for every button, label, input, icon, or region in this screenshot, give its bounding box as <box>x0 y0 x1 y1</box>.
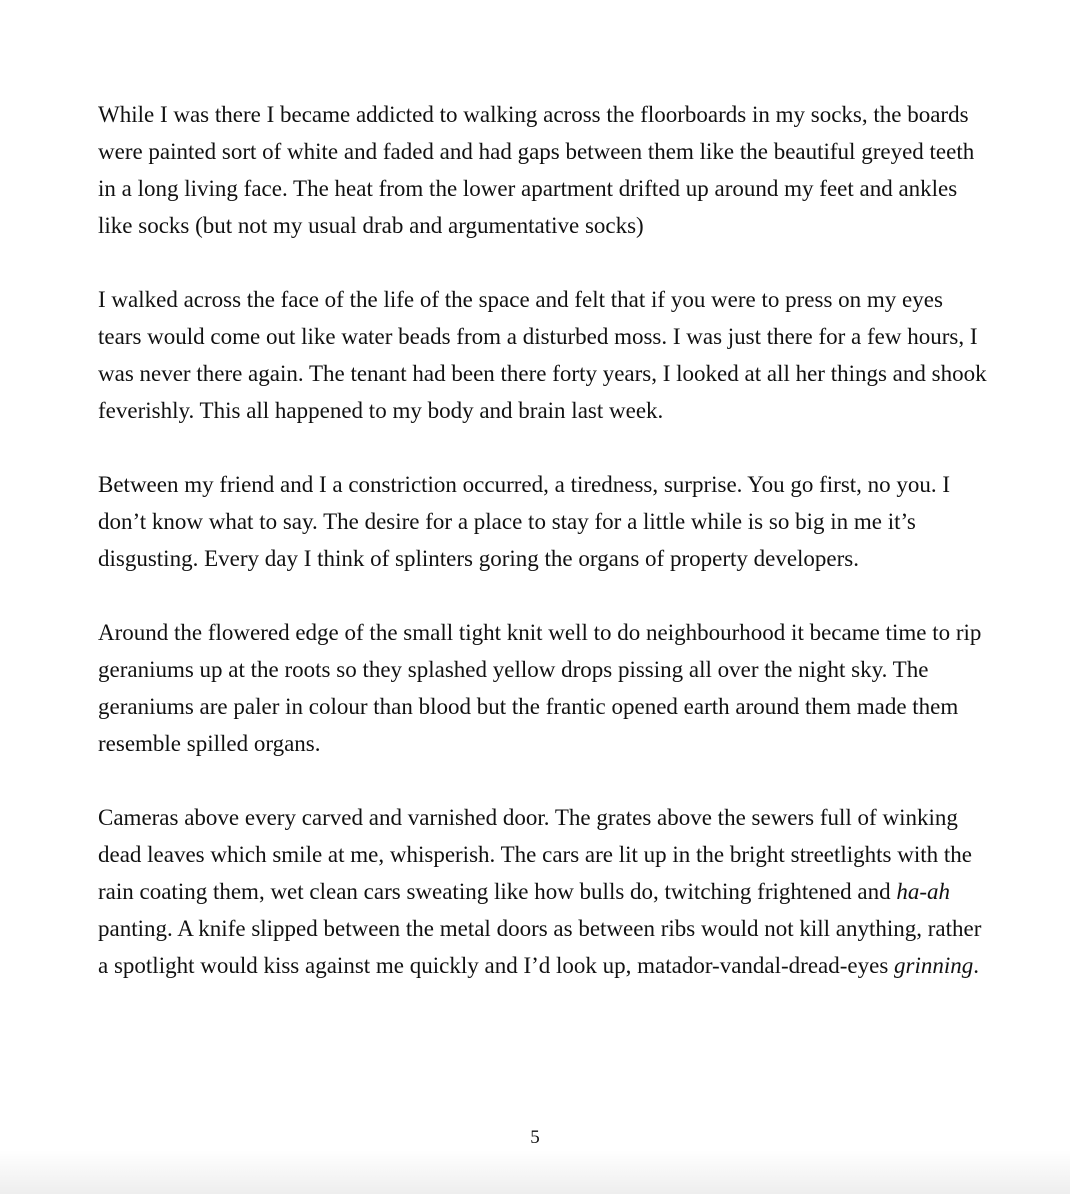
paragraph-text: . <box>973 953 980 978</box>
paragraph-text: I walked across the face of the life of the space and felt that if you were to press on my eyes tears would come out like water beads from a disturbed moss. I was just there for a few hours, I was never there again. The tenant had been there forty years, I looked at all her things and shook feverishly. This all happened to my body and brain last week. <box>98 287 987 423</box>
page-bottom-shadow <box>0 1150 1070 1194</box>
paragraph <box>98 614 988 762</box>
paragraph-text: Between my friend and I a constriction occurred, a tiredness, surprise. You go first, no you. I don’t know what to say. The desire for a place to stay for a little while is so big in me it’s disgusting. Every day I think of splinters goring the organs of property developers. <box>98 472 951 571</box>
italic-text: grinning <box>894 953 974 978</box>
paragraph <box>98 96 988 244</box>
paragraph-text: Around the flowered edge of the small tight knit well to do neighbourhood it became time to rip geraniums up at the roots so they splashed yellow drops pissing all over the night sky. The geraniums are paler in colour than blood but the frantic opened earth around them made them resemble spilled organs. <box>98 620 982 756</box>
paragraph-text: While I was there I became addicted to walking across the floorboards in my socks, the boards were painted sort of white and faded and had gaps between them like the beautiful greyed teeth in a long living face. The heat from the lower apartment drifted up around my feet and ankles like socks (but not my usual drab and argumentative socks) <box>98 102 975 238</box>
italic-text: ha-ah <box>896 879 951 904</box>
page-number: 5 <box>530 1127 540 1148</box>
paragraph <box>98 281 988 429</box>
paragraph <box>98 466 988 577</box>
body-text <box>98 96 988 984</box>
paragraph <box>98 799 988 984</box>
paragraph-text: Cameras above every carved and varnished door. The grates above the sewers full of winking dead leaves which smile at me, whisperish. The cars are lit up in the bright streetlights with the rain coating them, wet clean cars sweating like how bulls do, twitching frightened and <box>98 805 972 904</box>
paragraph-text: panting. A knife slipped between the metal doors as between ribs would not kill anything, rather a spotlight would kiss against me quickly and I’d look up, matador-vandal-dread-eyes <box>98 916 982 978</box>
